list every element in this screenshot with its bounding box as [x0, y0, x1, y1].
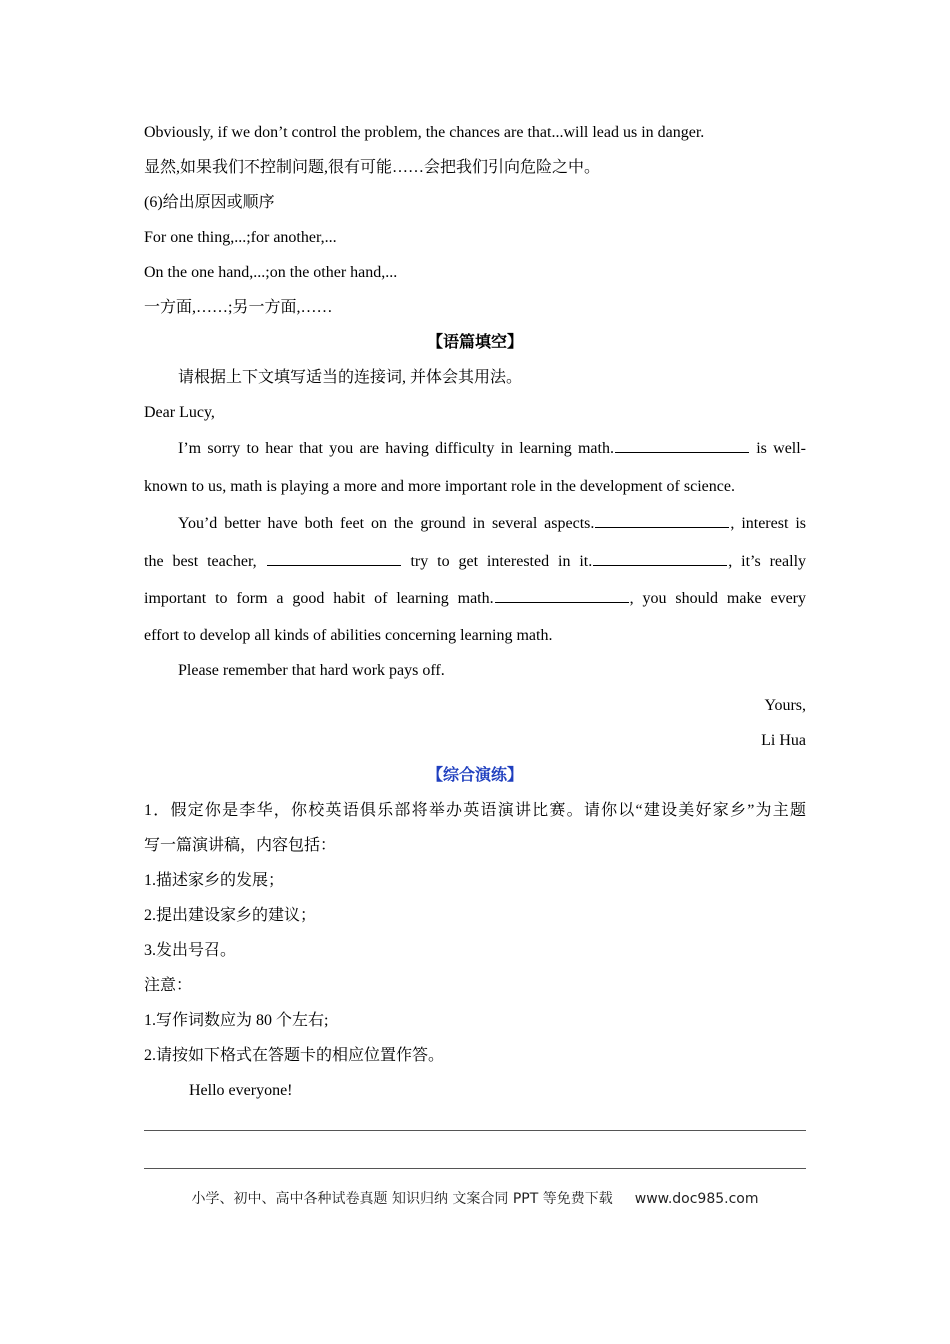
note-item: 2.请按如下格式在答题卡的相应位置作答。: [144, 1046, 445, 1064]
note-label: 注意：: [144, 976, 193, 994]
letter-paragraph-line: [144, 505, 806, 543]
footer-text: 小学、初中、高中各种试卷真题 知识归纳 文案合同 PPT 等免费下载: [191, 1191, 613, 1207]
text-line: For one thing,...;for another,...: [144, 229, 337, 246]
text-segment: You’d better have both feet on the ground in several aspects.: [178, 515, 595, 532]
answer-blank[interactable]: [267, 551, 401, 566]
answer-line[interactable]: [144, 1130, 806, 1131]
text-line: 显然,如果我们不控制问题,很有可能……会把我们引向危险之中。: [144, 159, 601, 176]
text-segment: important to form a good habit of learning math.: [144, 590, 494, 607]
answer-line[interactable]: [144, 1168, 806, 1169]
speech-opening: Hello everyone!: [189, 1081, 293, 1099]
answer-blank[interactable]: [495, 588, 629, 603]
note-item: 1.写作词数应为 80 个左右;: [144, 1011, 329, 1029]
cloze-section-title: 【语篇填空】: [426, 334, 523, 351]
text-segment: is well-: [749, 440, 807, 457]
text-line: On the one hand,...;on the other hand,...: [144, 264, 398, 281]
text-segment: , you should make every: [629, 590, 806, 607]
letter-paragraph-line: effort to develop all kinds of abilities concerning learning math.: [144, 626, 553, 644]
document-page: [144, 115, 806, 1169]
answer-blank[interactable]: [595, 513, 729, 528]
letter-paragraph-line: [144, 430, 806, 468]
letter-paragraph-line: known to us, math is playing a more and more important role in the development of science.: [144, 477, 735, 495]
text-segment: , interest is: [730, 515, 807, 532]
text-line: (6)给出原因或顺序: [144, 194, 275, 211]
page-footer: [0, 1188, 950, 1208]
letter-paragraph-line: [144, 543, 806, 581]
cloze-instruction: 请根据上下文填写适当的连接词, 并体会其用法。: [178, 369, 523, 386]
footer-url[interactable]: www.doc985.com: [634, 1191, 759, 1207]
text-segment: I’m sorry to hear that you are having difficulty in learning math.: [178, 440, 614, 457]
requirement-item: 1.描述家乡的发展；: [144, 871, 285, 889]
letter-paragraph-line: Please remember that hard work pays off.: [178, 661, 445, 679]
answer-blank[interactable]: [593, 551, 727, 566]
answer-blank[interactable]: [615, 438, 749, 453]
letter-signature: Li Hua: [761, 731, 806, 749]
letter-greeting: Dear Lucy,: [144, 404, 215, 421]
question-line: 写一篇演讲稿，内容包括：: [144, 836, 337, 854]
text-line: Obviously, if we don’t control the problem, the chances are that...will lead us in danger.: [144, 124, 705, 141]
question-line: 1．假定你是李华，你校英语俱乐部将举办英语演讲比赛。请你以“建设美好家乡”为主题: [144, 801, 806, 819]
letter-closing: Yours,: [764, 696, 806, 714]
text-line: 一方面,……;另一方面,……: [144, 299, 333, 316]
requirement-item: 3.发出号召。: [144, 941, 237, 959]
text-segment: try to get interested in it.: [401, 552, 593, 570]
practice-section-title: 【综合演练】: [426, 766, 523, 784]
requirement-item: 2.提出建设家乡的建议；: [144, 906, 317, 924]
text-segment: the best teacher,: [144, 552, 266, 570]
text-segment: , it’s really: [728, 552, 807, 570]
letter-paragraph-line: [144, 580, 806, 618]
